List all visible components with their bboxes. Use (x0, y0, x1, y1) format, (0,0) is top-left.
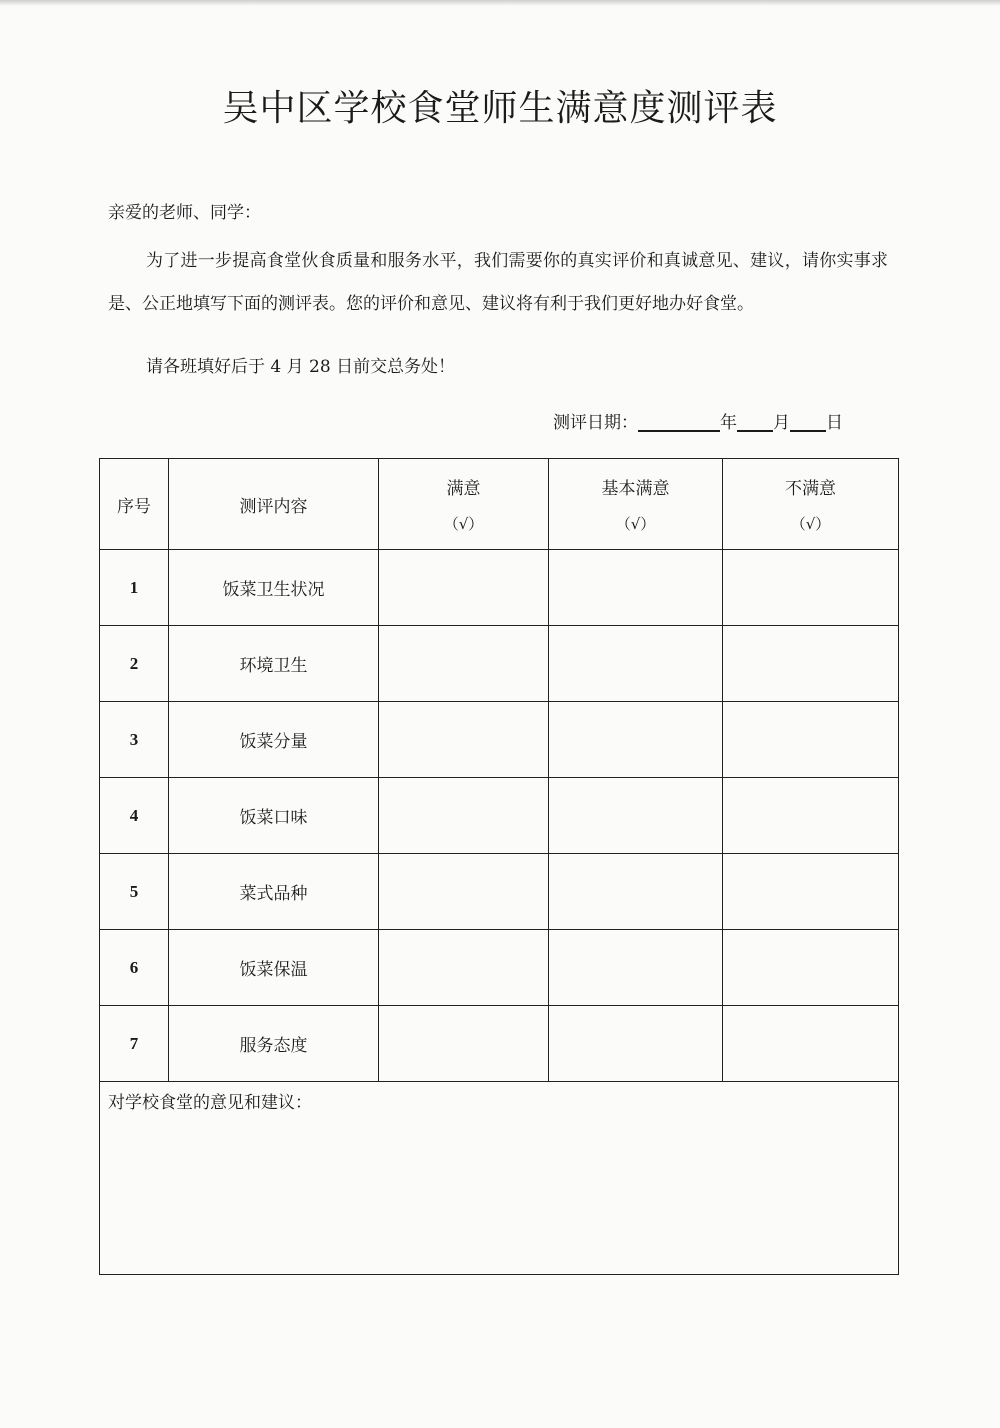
check-hint: （√） (443, 515, 484, 533)
row-item: 菜式品种 (169, 854, 379, 930)
basic-cell[interactable] (549, 626, 723, 702)
header-basic-label: 基本满意 (601, 479, 670, 499)
day-blank[interactable] (790, 412, 826, 432)
header-content: 测评内容 (169, 459, 379, 550)
check-hint: （√） (615, 515, 656, 533)
header-satisfied-label: 满意 (446, 479, 481, 499)
row-item: 环境卫生 (169, 626, 379, 702)
satisfied-cell[interactable] (379, 702, 549, 778)
month-label: 月 (773, 413, 790, 433)
row-number: 5 (100, 854, 169, 930)
month-blank[interactable] (737, 412, 773, 432)
year-label: 年 (720, 413, 737, 433)
table-row (100, 626, 899, 702)
header-satisfied (379, 459, 549, 550)
basic-cell[interactable] (549, 778, 723, 854)
unsatisfied-cell[interactable] (723, 1006, 899, 1082)
satisfied-cell[interactable] (379, 930, 549, 1006)
row-number: 1 (100, 550, 169, 626)
row-number: 2 (100, 626, 169, 702)
unsatisfied-cell[interactable] (723, 930, 899, 1006)
table-row (100, 702, 899, 778)
header-unsatisfied (723, 459, 899, 550)
unsatisfied-cell[interactable] (723, 778, 899, 854)
row-number: 7 (100, 1006, 169, 1082)
check-hint: （√） (790, 515, 831, 533)
page-title: 吴中区学校食堂师生满意度测评表 (222, 88, 778, 129)
unsatisfied-cell[interactable] (723, 854, 899, 930)
day-label: 日 (826, 413, 843, 433)
row-item: 饭菜卫生状况 (169, 550, 379, 626)
satisfied-cell[interactable] (379, 1006, 549, 1082)
table-row (100, 854, 899, 930)
row-number: 4 (100, 778, 169, 854)
date-label: 测评日期： (553, 413, 638, 433)
unsatisfied-cell[interactable] (723, 702, 899, 778)
row-number: 3 (100, 702, 169, 778)
header-no: 序号 (100, 459, 169, 550)
row-number: 6 (100, 930, 169, 1006)
table-row (100, 930, 899, 1006)
table-row (100, 550, 899, 626)
evaluation-date (553, 408, 843, 433)
basic-cell[interactable] (549, 550, 723, 626)
basic-cell[interactable] (549, 1006, 723, 1082)
table-row (100, 1006, 899, 1082)
satisfied-cell[interactable] (379, 626, 549, 702)
unsatisfied-cell[interactable] (723, 550, 899, 626)
table-header-row (100, 459, 899, 550)
satisfied-cell[interactable] (379, 550, 549, 626)
row-item: 饭菜保温 (169, 930, 379, 1006)
row-item: 饭菜口味 (169, 778, 379, 854)
scan-edge (0, 0, 1000, 6)
row-item: 服务态度 (169, 1006, 379, 1082)
suggestion-label: 对学校食堂的意见和建议： (108, 1093, 312, 1113)
header-unsatisfied-label: 不满意 (785, 479, 836, 499)
header-basic (549, 459, 723, 550)
table-row (100, 778, 899, 854)
satisfied-cell[interactable] (379, 854, 549, 930)
suggestion-row (100, 1082, 899, 1275)
evaluation-table (99, 458, 899, 1275)
intro-paragraph: 为了进一步提高食堂伙食质量和服务水平，我们需要你的真实评价和真诚意见、建议，请你实事求是、公正地填写下面的测评表。您的评价和意见、建议将有利于我们更好地办好食堂。 (108, 251, 888, 314)
suggestion-box[interactable] (100, 1082, 899, 1275)
basic-cell[interactable] (549, 930, 723, 1006)
submission-notice: 请各班填好后于 4 月 28 日前交总务处！ (146, 357, 456, 377)
row-item: 饭菜分量 (169, 702, 379, 778)
greeting: 亲爱的老师、同学： (108, 203, 261, 223)
basic-cell[interactable] (549, 702, 723, 778)
satisfied-cell[interactable] (379, 778, 549, 854)
year-blank[interactable] (638, 412, 720, 432)
unsatisfied-cell[interactable] (723, 626, 899, 702)
basic-cell[interactable] (549, 854, 723, 930)
